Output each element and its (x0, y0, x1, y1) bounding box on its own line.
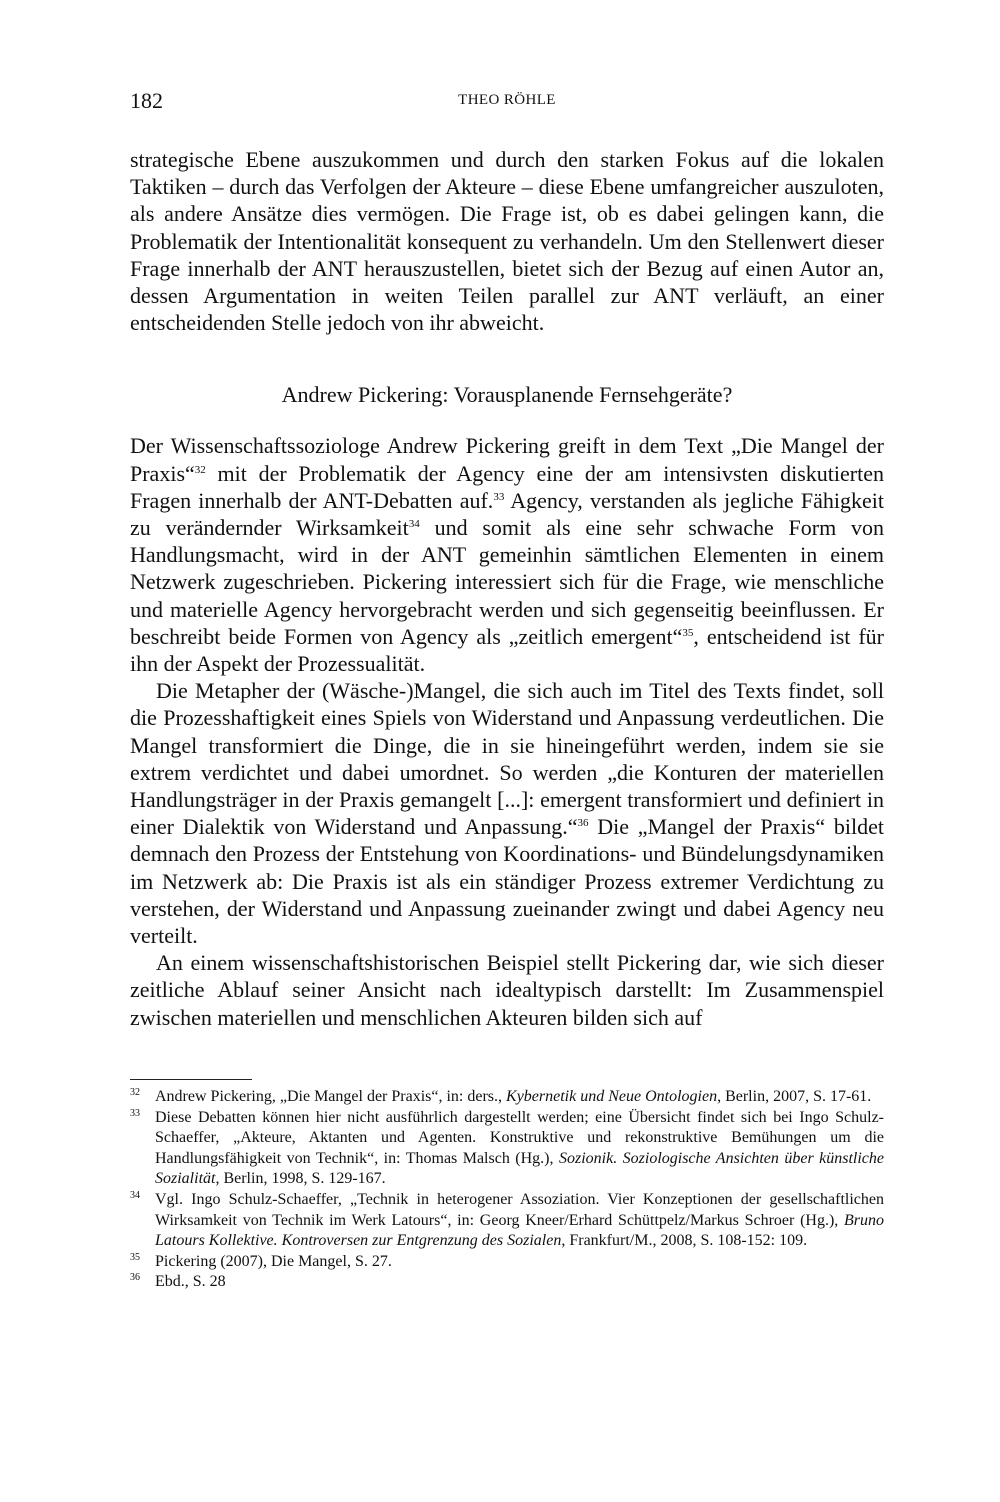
footnote-ref-36[interactable]: 36 (577, 817, 589, 830)
footnote-34: 34 Vgl. Ingo Schulz-Schaeffer, „Technik in heterogener Assoziation. Vier Konzeptionen der gesellschaftlichen Wirksamkeit von Technik im Werk Latours“, in: Georg Kneer/Erhard Schüttpelz/Markus Schroer (Hg.), Bruno Latours Kollektive. Kontroversen zur Entgrenzung des Sozialen, Frankfurt/M., 2008, S. 108-152: 109. (130, 1189, 884, 1250)
footnote-35: 35 Pickering (2007), Die Mangel, S. 27. (130, 1251, 392, 1270)
footnote-33: 33 Diese Debatten können hier nicht ausführlich dargestellt werden; eine Übersicht findet sich bei Ingo Schulz-Schaeffer, „Akteure, Aktanten und Agenten. Konstruktive und rekonstruktive Bemühungen um die Handlungsfähigkeit von Technik“, in: Thomas Malsch (Hg.), Sozionik. Soziologische Ansichten über künstliche Sozialität, Berlin, 1998, S. 129-167. (130, 1107, 884, 1188)
footnote-number: 35 (130, 1251, 140, 1263)
running-head: THEO RÖHLE (458, 92, 556, 108)
paragraph-1: strategische Ebene auszukommen und durch den starken Fokus auf die lokalen Taktiken – durch das Verfolgen der Akteure – diese Ebene umfangreicher auszuloten, als andere Ansätze dies vermögen. Die Frage ist, ob es dabei gelingen kann, die Problematik der Intentionalität konsequent zu verhandeln. Um den Stellenwert dieser Frage innerhalb der ANT herauszustellen, bietet sich der Bezug auf einen Autor an, dessen Argumentation in weiten Teilen parallel zur ANT verläuft, an einer entscheidenden Stelle jedoch von ihr abweicht. (130, 147, 884, 336)
page-header (130, 88, 884, 118)
section-heading: Andrew Pickering: Vorausplanende Fernsehgeräte? (281, 382, 733, 408)
footnote-number: 36 (130, 1272, 140, 1284)
footnote-ref-32[interactable]: 32 (194, 463, 206, 476)
footnote-ref-33[interactable]: 33 (493, 490, 505, 503)
footnote-number: 34 (130, 1189, 140, 1201)
footnote-number: 33 (130, 1107, 140, 1119)
footnotes (130, 1087, 884, 1293)
footnote-36: 36 Ebd., S. 28 (130, 1272, 226, 1291)
footnote-32: 32 Andrew Pickering, „Die Mangel der Praxis“, in: ders., Kybernetik und Neue Ontologien, Berlin, 2007, S. 17-61. (130, 1087, 872, 1105)
footnote-ref-35[interactable]: 35 (682, 626, 694, 639)
footnote-ref-34[interactable]: 34 (408, 517, 420, 530)
page-number: 182 (130, 88, 163, 113)
paragraph-2: Der Wissenschaftssoziologe Andrew Pickering greift in dem Text „Die Mangel der Praxis“$^{32}$ mit der Problematik der Agency eine der am intensivsten diskutierten Fragen innerhalb der ANT-Debatten auf.$^{33}$ Agency, verstanden als jegliche Fähigkeit zu verändernder Wirksamkeit$^{34}$ und somit als eine sehr schwache Form von Handlungsmacht, wird in der ANT gemeinhin sämtlichen Elementen in einem Netzwerk zugeschrieben. Pickering interessiert sich für die Frage, wie menschliche und materielle Agency hervorgebracht werden und sich gegenseitig beeinflussen. Er beschreibt beide Formen von Agency als „zeitlich emergent“$^{35}$, entscheidend ist für ihn der Aspekt der Prozessualität. (130, 433, 885, 677)
footnote-number: 32 (130, 1087, 140, 1098)
main-text (130, 146, 884, 1031)
paragraph-4: An einem wissenschaftshistorischen Beispiel stellt Pickering dar, wie sich dieser zeitliche Ablauf seiner Ansicht nach idealtypisch darstellt: Im Zusammenspiel zwischen materiellen und menschlichen Akteuren bilden sich auf (130, 950, 884, 1030)
paragraph-3: Die Metapher der (Wäsche-)Mangel, die sich auch im Titel des Texts findet, soll die Prozesshaftigkeit eines Spiels von Widerstand und Anpassung verdeutlichen. Die Mangel transformiert die Dinge, die in sie hineingeführt werden, indem sie sie extrem verdichtet und dabei umordnet. So werden „die Konturen der materiellen Handlungsträger in der Praxis gemangelt [...]: emergent transformiert und definiert in einer Dialektik von Widerstand und Anpassung.“$^{36}$ Die „Mangel der Praxis“ bildet demnach den Prozess der Entstehung von Koordinations- und Bündelungsdynamiken im Netzwerk ab: Die Praxis ist als ein ständiger Prozess extremer Verdichtung zu verstehen, der Widerstand und Anpassung zueinander zwingt und dabei Agency neu verteilt. (130, 678, 884, 949)
footnote-separator (130, 1079, 252, 1080)
